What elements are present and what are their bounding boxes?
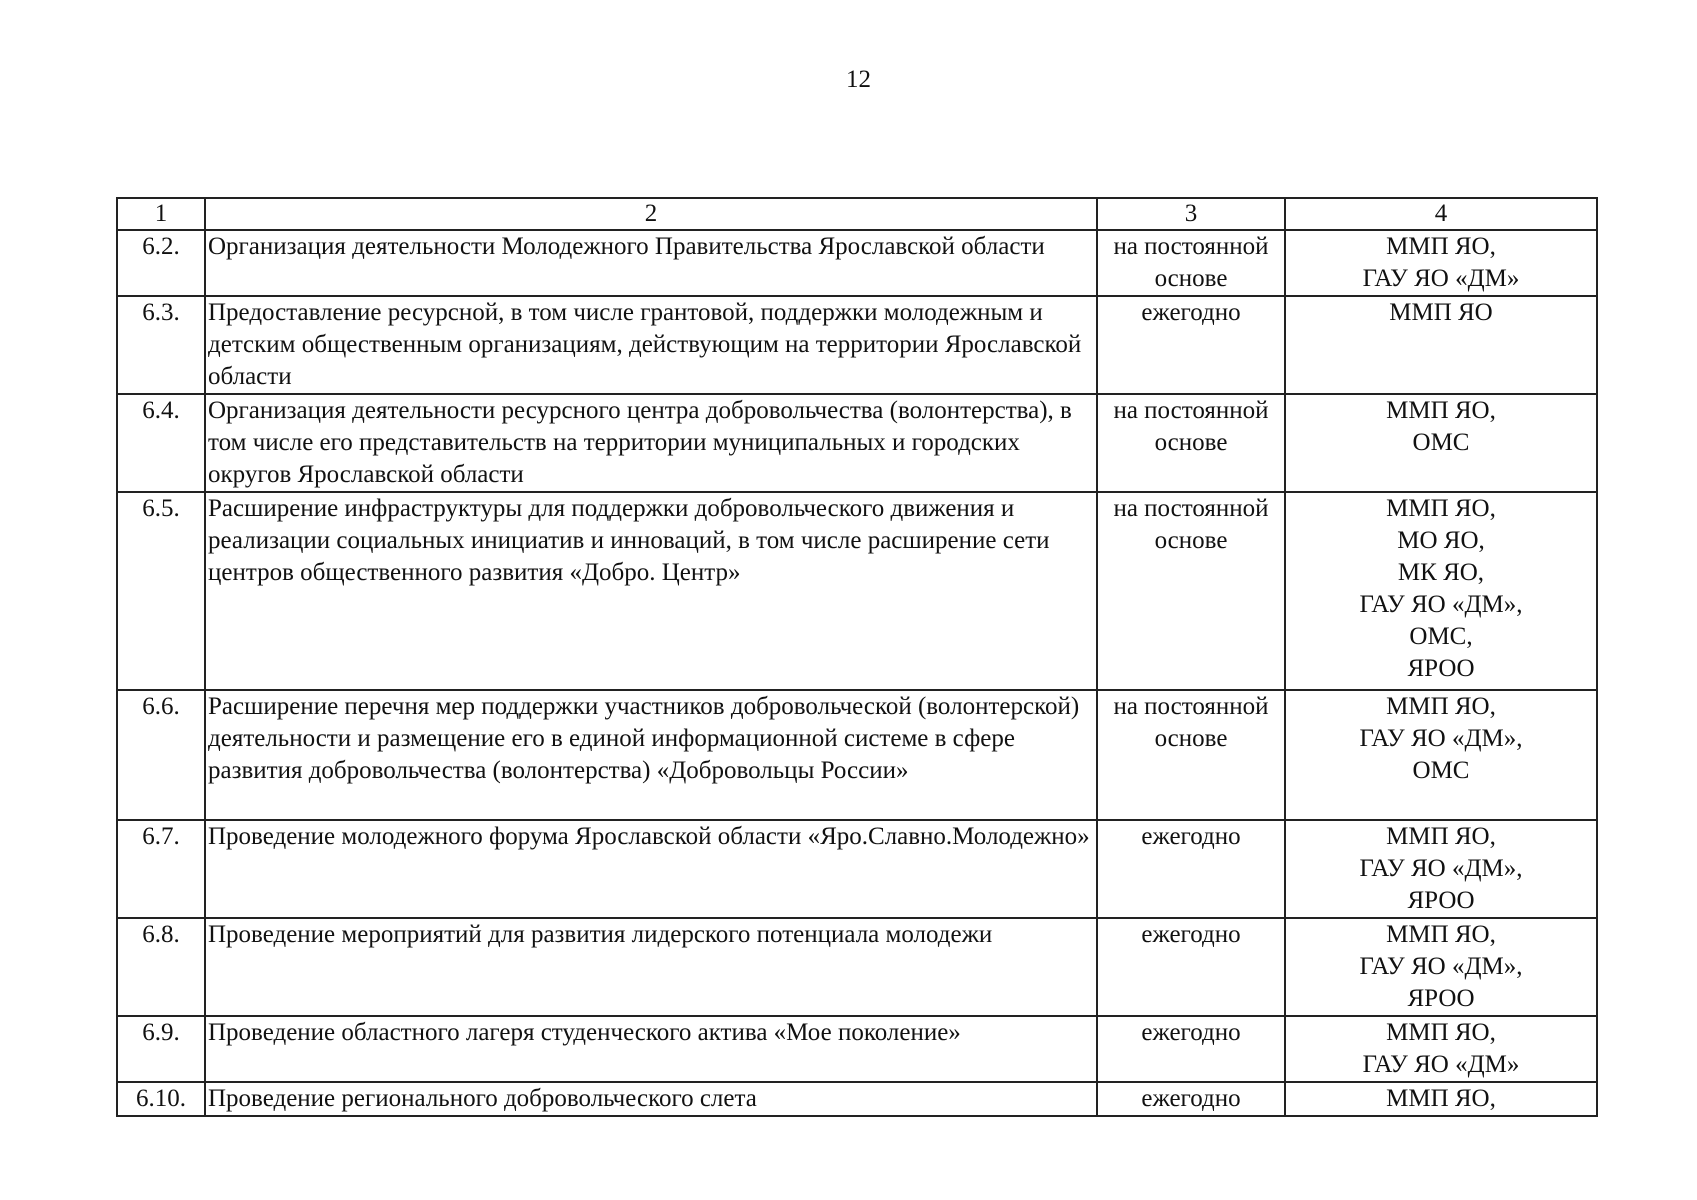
term-line: основе: [1154, 527, 1228, 554]
table-row: [117, 820, 1597, 918]
executors-cell: [1285, 820, 1597, 918]
executor-line: ГАУ ЯО «ДМ»: [1362, 1051, 1520, 1078]
executor-line: ГАУ ЯО «ДМ»,: [1359, 855, 1523, 882]
activity-text: Организация деятельности Молодежного Правительства Ярославской области: [205, 230, 1097, 296]
executor-line: ММП ЯО,: [1386, 1019, 1496, 1046]
activity-text: Расширение перечня мер поддержки участников добровольческой (волонтерской) деятельности и размещение его в единой информационной системе в сфере развития добровольчества (волонтерства) «Добровольцы России»: [205, 690, 1097, 820]
term-cell: [1097, 918, 1285, 1016]
term-cell: [1097, 394, 1285, 492]
table-row: [117, 296, 1597, 394]
term-line: ежегодно: [1141, 299, 1241, 326]
executor-line: ГАУ ЯО «ДМ»,: [1359, 953, 1523, 980]
term-line: ежегодно: [1141, 1019, 1241, 1046]
term-line: ежегодно: [1141, 1085, 1241, 1112]
executors-cell: [1285, 492, 1597, 690]
column-number-4: 4: [1285, 198, 1597, 230]
term-cell: [1097, 1016, 1285, 1082]
executor-line: ЯРОО: [1407, 887, 1475, 914]
activity-text: Проведение областного лагеря студенческого актива «Мое поколение»: [205, 1016, 1097, 1082]
row-number: 6.6.: [117, 690, 205, 820]
executor-line: ОМС,: [1409, 623, 1473, 650]
executor-line: ГАУ ЯО «ДМ»: [1362, 265, 1520, 292]
table-row: [117, 690, 1597, 820]
term-cell: [1097, 296, 1285, 394]
executor-line: ММП ЯО,: [1386, 693, 1496, 720]
row-number: 6.7.: [117, 820, 205, 918]
term-line: основе: [1154, 429, 1228, 456]
activity-text: Организация деятельности ресурсного центра добровольчества (волонтерства), в том числе его представительств на территории муниципальных и городских округов Ярославской области: [205, 394, 1097, 492]
executor-line: ММП ЯО,: [1386, 397, 1496, 424]
executor-line: ГАУ ЯО «ДМ»,: [1359, 591, 1523, 618]
row-number: 6.4.: [117, 394, 205, 492]
activity-text: Проведение молодежного форума Ярославской области «Яро.Славно.Молодежно»: [205, 820, 1097, 918]
executor-line: ГАУ ЯО «ДМ»,: [1359, 725, 1523, 752]
term-line: на постоянной: [1113, 397, 1269, 424]
row-number: 6.2.: [117, 230, 205, 296]
activity-text: Проведение мероприятий для развития лидерского потенциала молодежи: [205, 918, 1097, 1016]
activity-text: Предоставление ресурсной, в том числе грантовой, поддержки молодежным и детским общественным организациям, действующим на территории Ярославской области: [205, 296, 1097, 394]
row-number: 6.10.: [117, 1082, 205, 1116]
executors-cell: [1285, 394, 1597, 492]
term-cell: [1097, 690, 1285, 820]
table-row: [117, 492, 1597, 690]
executors-cell: [1285, 918, 1597, 1016]
executor-line: ОМС: [1412, 429, 1470, 456]
row-number: 6.3.: [117, 296, 205, 394]
table-row: [117, 1016, 1597, 1082]
executor-line: ОМС: [1412, 757, 1470, 784]
executor-line: ММП ЯО,: [1386, 823, 1496, 850]
executors-cell: [1285, 230, 1597, 296]
table-row: [117, 394, 1597, 492]
executors-cell: [1285, 1082, 1597, 1116]
term-line: на постоянной: [1113, 233, 1269, 260]
activities-table: [116, 197, 1598, 1117]
table-header-row: [117, 198, 1597, 230]
term-cell: [1097, 492, 1285, 690]
table-row: [117, 918, 1597, 1016]
term-line: ежегодно: [1141, 823, 1241, 850]
executor-line: ММП ЯО,: [1386, 921, 1496, 948]
term-line: на постоянной: [1113, 495, 1269, 522]
column-number-1: 1: [117, 198, 205, 230]
term-line: основе: [1154, 725, 1228, 752]
activity-text: Расширение инфраструктуры для поддержки добровольческого движения и реализации социальных инициатив и инноваций, в том числе расширение сети центров общественного развития «Добро. Центр»: [205, 492, 1097, 690]
term-cell: [1097, 820, 1285, 918]
row-number: 6.5.: [117, 492, 205, 690]
executor-line: ЯРОО: [1407, 655, 1475, 682]
term-line: ежегодно: [1141, 921, 1241, 948]
executors-cell: [1285, 296, 1597, 394]
table-row: [117, 1082, 1597, 1116]
term-line: на постоянной: [1113, 693, 1269, 720]
executor-line: МО ЯО,: [1397, 527, 1485, 554]
page-number: 12: [846, 66, 871, 93]
row-number: 6.8.: [117, 918, 205, 1016]
executor-line: ММП ЯО,: [1386, 495, 1496, 522]
executor-line: МК ЯО,: [1397, 559, 1485, 586]
term-line: основе: [1154, 265, 1228, 292]
executor-line: ММП ЯО: [1389, 299, 1493, 326]
row-number: 6.9.: [117, 1016, 205, 1082]
executor-line: ММП ЯО,: [1386, 1085, 1496, 1112]
activity-text: Проведение регионального добровольческого слета: [205, 1082, 1097, 1116]
column-number-3: 3: [1097, 198, 1285, 230]
executors-cell: [1285, 690, 1597, 820]
term-cell: [1097, 230, 1285, 296]
term-cell: [1097, 1082, 1285, 1116]
executor-line: ЯРОО: [1407, 985, 1475, 1012]
executors-cell: [1285, 1016, 1597, 1082]
table-row: [117, 230, 1597, 296]
column-number-2: 2: [205, 198, 1097, 230]
executor-line: ММП ЯО,: [1386, 233, 1496, 260]
